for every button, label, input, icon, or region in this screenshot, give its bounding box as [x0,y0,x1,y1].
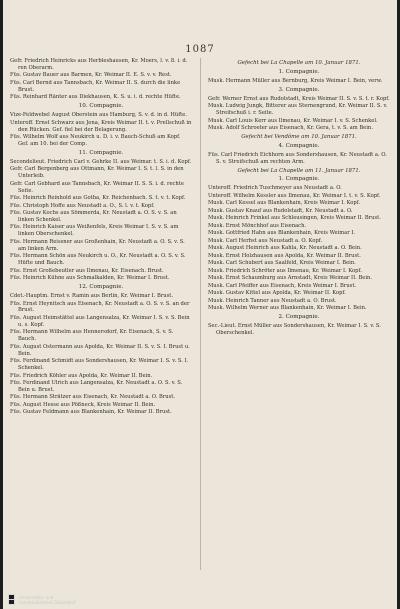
casualty-entry: Musk. Ludwig Jungk, Bitterer aus Sternengrund, Kr. Weimar II. S. v. Streifschuß i. r. Seite. [208,103,388,117]
casualty-entry: Füs. August Ostermann aus Apolda, Kr. Weimar II. S. v. S. I. Brust u. Bein. [10,343,190,357]
casualty-entry: Füs. Heinrich Kühne aus Schmalkalden, Kr. Weimar I. Brust. [10,275,170,282]
casualty-entry: Füs. Hermann Reissner aus Großenhain, Kr. Neustadt a. O. S. v. S. am linken Arm. [10,238,185,252]
casualty-entry: Füs. Reinhard Ränter aus Diekhausen, K. S. u. i. d. rechte Hüfte. [10,94,181,101]
casualty-entry: Füs. Carl Bernd aus Tannsbach, Kr. Weimar II. S. durch die linke Brust. [10,79,181,93]
casualty-entry: Gefr. Friedrich Heinricks aus Herbleshausen, Kr. Moers, l. v. 8. i. d. ren Oberarm. [10,58,188,71]
casualty-entry: Musk. Adolf Schroeter aus Eisenach, Kr. Gera, t. v. S. am Bein. [208,125,373,132]
casualty-entry: Füs. Ferdinand Ulrich aus Langensalza, Kr. Neustadt a. O. S. v. S. Bein u. Brust. [10,380,183,393]
logo-line-2: Landesbibliothek Düsseldorf [19,599,76,605]
casualty-entry: Musk. Gustav Knauf aus Rudolstadt, Kr. Neustadt a. O. [208,207,353,214]
company-heading: 3. Compagnie. [278,86,320,93]
casualty-entry: Secondelieut. Friedrich Carl v. Gehrke II. aus Weimar. t. S. i. d. Kopf. [10,158,192,165]
casualty-entry: Füs. Wilhelm Wolf aus Neukirch u. D. i. v. Bauch-Schuß am Kopf. Gef. am 10. bei der Comp. [10,134,181,147]
casualty-entry: Musk. Carl Kessel aus Blankenhain, Kreis Weimar I. Kopf. [208,200,361,207]
casualty-entry: Musk. Wilhelm Werner aus Blankenhain, Kr. Weimar I. Bein. [208,305,367,312]
company-heading: 11. Compagnie. [78,149,124,156]
casualty-entry: Füs. Carl Friedrich Eichhorn aus Sondershausen, Kr. Neustadt a. O. S. v. Streifschuß am rechten Arm. [208,151,387,165]
casualty-entry: Vize-Feldwebel August Oberstein aus Hamburg, S. v. d. in d. Hüfte. [10,112,187,119]
casualty-entry: Unteroff. Wilhelm Kessler aus Ilmenau, Kr. Weimar I. t. v. S. Kopf. [208,192,381,199]
casualty-entry: Füs. Hermann Schön aus Neukirch u. O., Kr. Neustadt a. O. S. v. S. Hüfte und Bauch. [10,253,186,267]
casualty-entry: Füs. August Heimstättel aus Langensalza, Kr. Weimar I. S. v. S. Bein u. s. Kopf. [10,314,190,328]
casualty-entry: Musk. August Heinrich aus Kahla, Kr. Neustadt a. O. Bein. [208,245,362,252]
casualty-entry: Musk. Ernst Mönchhof aus Eisenach. [208,222,307,229]
casualty-entry: Musk. Carl Pfeiffer aus Eisenach, Kreis Weimar I. Brust. [208,282,357,289]
casualty-entry: Musk. Carl Schubert aus Saalfeld, Kreis Weimar I. Bein. [208,260,356,267]
casualty-entry: Füs. Ernst Heynitsch aus Eisenach, Kr. Neustadt a. O. S. v. S. an der Brust. [10,300,190,314]
company-heading: 10. Compagnie. [78,103,124,110]
document-page [3,0,397,609]
casualty-entry: Sec.-Lieut. Ernst Müller aus Sondershausen, Kr. Weimar I. S. v. S. Oberschenkel. [208,323,381,337]
casualty-entry: Gefr. Carl Gebhard aus Tannsbach, Kr. Weimar II. S. S. i. d. rechte Seite. [10,180,184,194]
section-heading: Gefecht bei La Chapelle am 11. Januar 1871. [237,167,361,174]
casualty-entry: Musk. Heinrich Tanner aus Neustadt a. O. Brust. [208,297,337,304]
company-heading: 4. Compagnie. [278,142,320,149]
casualty-entry: Musk. Ernst Holzhausen aus Apolda, Kr. Weimar II. Brust. [208,252,361,259]
casualty-entry: Füs. Gustav Bauer aus Barmen, Kr. Weimar II. E. S. v. v. Rest. [10,72,172,79]
left-column [10,58,192,417]
logo-line-1: Universitäts- und [19,594,54,600]
casualty-entry: Füs. Gustav Feldmann aus Blankenhain, Kr. Weimar II. Brust. [10,409,172,416]
casualty-entry: Musk. Carl Louis Kerr aus Ilmenau, Kr. Weimar I. v. S. Schenkel. [208,117,378,124]
page-number: 1087 [185,44,215,55]
casualty-entry: Musk. Carl Herbst aus Neustadt a. O. Kopf. [208,237,323,244]
casualty-entry: Füs. Hermann Strätzer aus Eisenach, Kr. Neustadt a. O. Brust. [10,394,176,401]
casualty-entry: Füs. Ferdinand Schmidt aus Sondershausen, Kr. Weimar I. S. v. S. I. Schenkel. [10,358,189,372]
casualty-entry: Füs. August Hesse aus Pößneck, Kreis Weimar II. Bein. [10,401,156,408]
casualty-entry: Füs. Heinrich Reinhold aus Gotha, Kr. Reichenbach. S. t. v. t. Kopf. [10,195,186,202]
section-heading: Gefecht bei La Chapelle am 10. Januar 1871. [237,60,361,66]
casualty-entry: Musk. Gottfried Hahn aus Blankenhain, Kreis Weimar I. [208,230,356,237]
company-heading: 12. Compagnie. [78,284,124,291]
company-heading: 2. Compagnie. [278,314,320,321]
section-heading: Gefecht bei Vendôme am 10. Januar 1871. [241,133,357,140]
casualty-entry: Unteroff. Friedrich Tuschmeyer aus Neustadt a. O. [208,185,342,192]
casualty-entry: Füs. Heinrich Kaiser aus Weißenfels, Kreis Weimar I. S. v. S. am linken Oberschenkel. [10,224,179,238]
casualty-entry: Cdet.-Hauptm. Ernst v. Ramin aus Berlin, Kr. Weimar I. Brust. [10,293,174,299]
casualty-entry: Musk. Hermann Müller aus Bernburg, Kreis Weimar I. Bein, verw. [208,77,383,84]
casualty-entry: Füs. Hermann Wilhelm aus Hennersdorf, Kr. Eisenach, S. v. S. Bauch. [10,329,174,343]
library-logo-icon [8,594,15,605]
casualty-entry: Musk. Heinrich Frinkel aus Schleusingen, Kreis Weimar II. Brust. [208,215,381,222]
company-heading: 1. Compagnie. [278,68,320,75]
casualty-entry: Gefr. Carl Bergenberg aus Ottmann, Kr. Weimar I. S. t. l. S. in den Unterleib. [10,166,184,180]
casualty-entry: Musk. Friedrich Schröter aus Ilmenau, Kr. Weimar I. Kopf. [208,267,362,274]
casualty-entry: Musk. Gustav Kittel aus Apolda, Kr. Weimar II. Kopf. [208,290,346,297]
casualty-entry: Musk. Ernst Schaumburg aus Arnstadt, Kreis Weimar II. Bein. [208,275,372,282]
library-logo-text [19,595,76,605]
casualty-entry: Füs. Gustav Kochs aus Sömmerda, Kr. Neustadt a. O. S. v. S. an linken Schenkel. [10,210,177,223]
casualty-entry: Füs. Ernst Großebeutler aus Ilmenau, Kr. Eisenach. Brust. [10,267,164,274]
library-logo [8,594,76,605]
company-heading: 1. Compagnie. [278,176,320,183]
casualty-entry: Füs. Christoph Hoffe aus Neustadt a. O., S. l. v. t. Kopf. [10,202,155,209]
column-divider [200,58,201,570]
right-column [208,58,390,338]
casualty-entry: Unteroff. Ernst Schwarz aus Jena, Kreis Weimar II. t. v. Prellschuß in den Rücken. Gef. fiel bei der Belagerung. [10,119,192,133]
casualty-entry: Gefr. Werner Ernst aus Rudolstadt, Kreis Weimar II. S. v. S. t. r. Kopf. [208,95,390,102]
casualty-entry: Füs. Friedrich Köhler aus Apolda, Kr. Weimar II. Bein. [10,372,153,379]
